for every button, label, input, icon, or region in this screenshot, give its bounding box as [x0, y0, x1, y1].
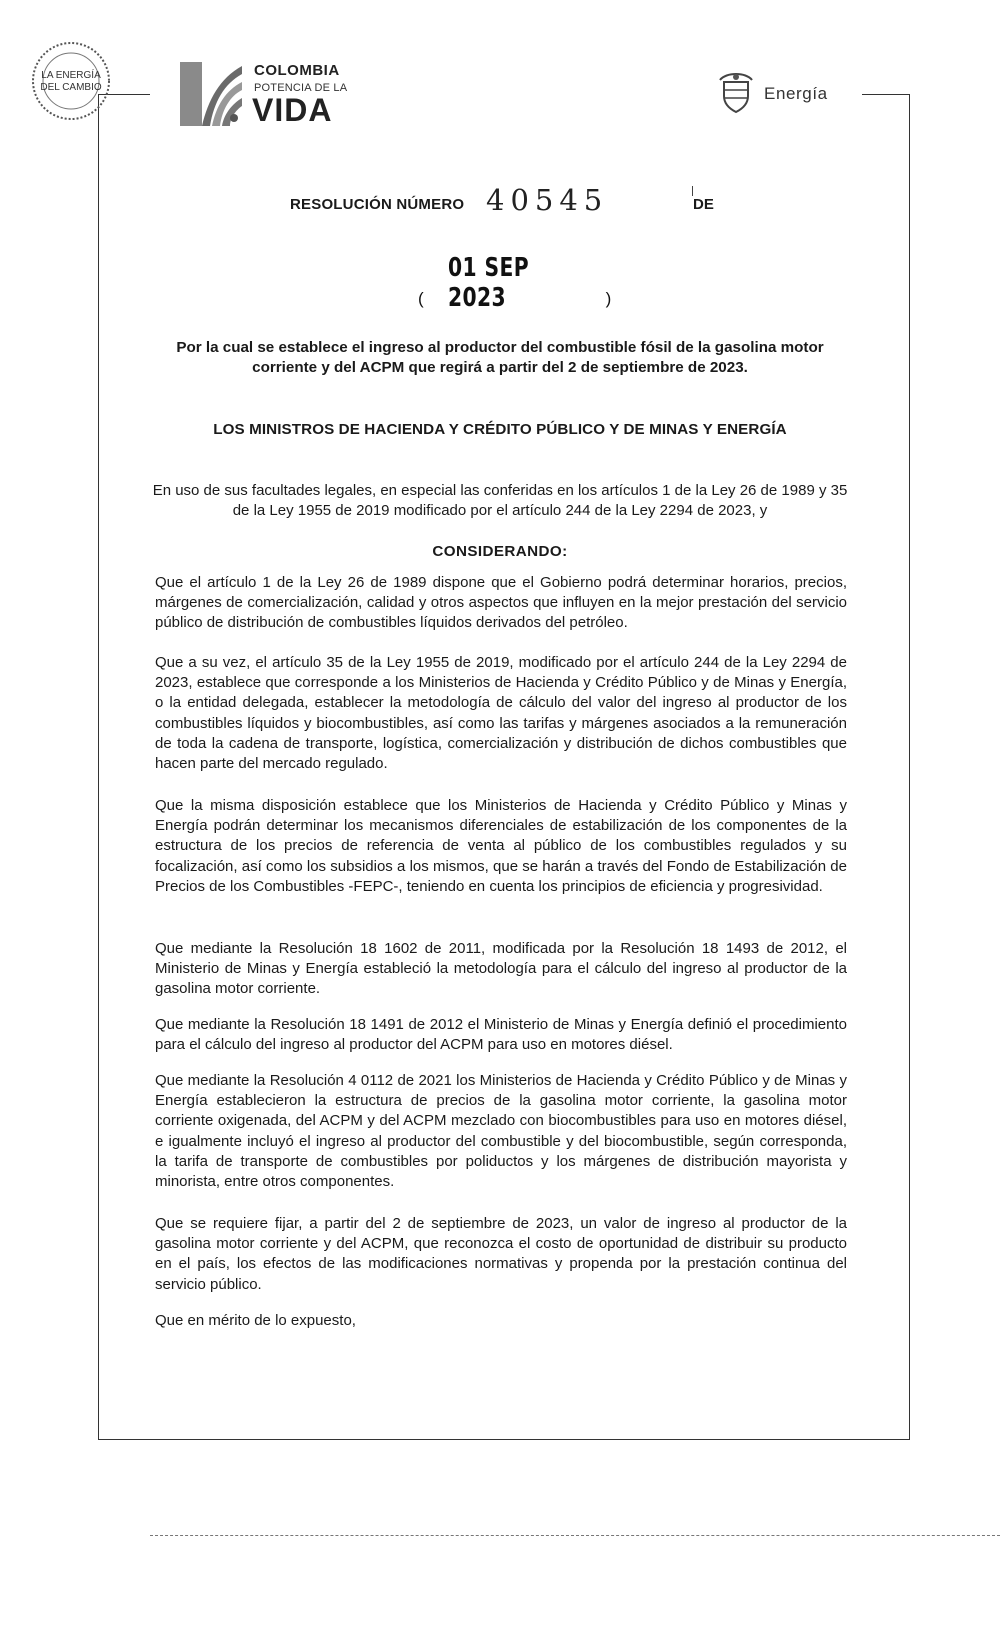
logo-line-vida: VIDA: [252, 92, 333, 128]
coat-of-arms-icon: [716, 72, 756, 114]
svg-text:LA ENERGÍA: LA ENERGÍA: [41, 70, 101, 81]
resolution-de-mark: [692, 186, 693, 196]
colombia-potencia-de-la-vida-logo: [180, 60, 360, 132]
energia-del-cambio-stamp-icon: [30, 40, 112, 122]
considerando-paragraph-4: Que mediante la Resolución 18 1602 de 2011, modificada por la Resolución 18 1493 de 2012, el Ministerio de Minas y Energía estableció la metodología para el cálculo del ingreso al productor de la gasolina motor corriente.: [155, 940, 847, 998]
considerando-paragraph-5: Que mediante la Resolución 18 1491 de 2012 el Ministerio de Minas y Energía definió el procedimiento para el cálculo del ingreso al productor del ACPM para uso en motores diésel.: [155, 1016, 847, 1054]
considerando-paragraph-6: Que mediante la Resolución 4 0112 de 2021 los Ministerios de Hacienda y Crédito Público y de Minas y Energía establecieron la estructura de precios de la gasolina motor corriente, la gasolina motor corriente oxigenada, del ACPM y del ACPM mezclado con biocombustibles para uso en motores diésel, e igualmente incluyó el ingreso al productor del combustible y del biocombustible, según corresponda, la tarifa de transporte de combustibles por poliductos y los márgenes de distribución mayorista y minorista, entre otros componentes.: [155, 1072, 847, 1191]
resolution-de: DE: [693, 196, 714, 213]
resolution-date-line: [418, 253, 612, 313]
logo-line-colombia: COLOMBIA: [254, 62, 340, 79]
resolution-label: RESOLUCIÓN NÚMERO: [290, 196, 465, 213]
considerando-paragraph-7: Que se requiere fijar, a partir del 2 de septiembre de 2023, un valor de ingreso al productor de la gasolina motor corriente y del ACPM, que reconozca el costo de oportunidad de distribuir su producto en el país, los efectos de las modificaciones normativas y propenda por la prestación continua del servicio público.: [155, 1215, 847, 1293]
date-close-paren: ): [605, 289, 612, 309]
resolution-date-stamp: 01 SEP 2023: [447, 253, 529, 313]
colombia-logo-mark-icon: [180, 60, 244, 128]
considerando-paragraph-8: Que en mérito de lo expuesto,: [155, 1312, 356, 1329]
resolution-title: Por la cual se establece el ingreso al productor del combustible fósil de la gasolina motor corriente y del ACPM que regirá a partir del 2 de septiembre de 2023.: [176, 339, 824, 376]
svg-text:DEL CAMBIO: DEL CAMBIO: [40, 82, 102, 93]
preamble: En uso de sus facultades legales, en especial las conferidas en los artículos 1 de la Ley 26 de 1989 y 35 de la Ley 1955 de 2019 modificado por el artículo 244 de la Ley 2294 de 2023, y: [152, 482, 848, 519]
logo-line-potencia: POTENCIA DE LA: [254, 82, 348, 94]
considerando-heading: CONSIDERANDO:: [432, 543, 568, 560]
considerando-paragraph-3: Que la misma disposición establece que los Ministerios de Hacienda y Crédito Público y Minas y Energía podrán determinar los mecanismos diferenciales de estabilización de los componentes de la estructura de los precios de referencia de venta al público de los combustibles regulados y su focalización, así como los subsidios a los mismos, que se harán a través del Fondo de Estabilización de Precios de los Combustibles -FEPC-, teniendo en cuenta los principios de eficiencia y progresividad.: [155, 797, 847, 895]
frame-top-right-rule: [862, 94, 910, 95]
considerando-paragraph-1: Que el artículo 1 de la Ley 26 de 1989 dispone que el Gobierno podrá determinar horarios, precios, márgenes de comercialización, calidad y otros aspectos que influyen en la mejor prestación del servicio público de distribución de combustibles líquidos derivados del petróleo.: [155, 574, 847, 632]
issuers-heading: LOS MINISTROS DE HACIENDA Y CRÉDITO PÚBLICO Y DE MINAS Y ENERGÍA: [213, 421, 787, 438]
bottom-dashed-rule: [150, 1535, 1000, 1536]
considerando-paragraph-2: Que a su vez, el artículo 35 de la Ley 1955 de 2019, modificado por el artículo 244 de la Ley 2294 de 2023, establece que corresponde a los Ministerios de Hacienda y Crédito Público y de Minas y Energía, o la entidad delegada, establecer la metodología de cálculo del valor del ingreso al productor de los combustibles líquidos y biocombustibles, así como las tarifas y márgenes asociados a la remuneración de toda la cadena de transporte, logística, comercialización y distribución de dichos combustibles que hacen parte del mercado regulado.: [155, 654, 847, 773]
resolution-number: 40545: [486, 183, 609, 217]
date-open-paren: (: [418, 289, 425, 309]
ministry-label: Energía: [764, 84, 828, 103]
